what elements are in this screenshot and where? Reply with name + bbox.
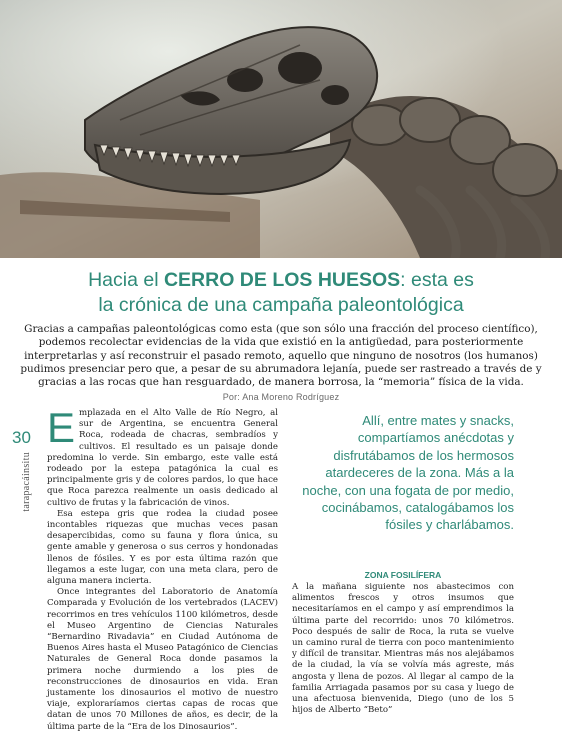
magazine-brand: tarapacáinsitu xyxy=(21,452,32,512)
paragraph-3: Once integrantes del Laboratorio de Anatomía Comparada y Evolución de los vertebrados (LACEV) recorrimos en tres vehículos 1100 kilómetros, desde el Museo Argentino de Ciencias Naturales “Bernardino Rivadavia” en Ciudad Autónoma de Buenos Aires hasta el Museo Patagónico de Ciencias Naturales de General Roca donde pasamos la primera noche durmiendo a los pies de reconstrucciones de dinosaurios en vida. Eran justamente los dinosaurios el motivo de nuestro viaje, exploraríamos ciertas capas de rocas que datan de unos 70 Millones de años, es decir, de la última parte de la “Era de los Dinosaurios”. xyxy=(47,587,278,732)
title-line-1: Hacia el CERRO DE LOS HUESOS: esta es xyxy=(88,269,474,291)
page-number: 30 xyxy=(12,428,31,447)
author-byline: Por: Ana Moreno Rodríguez xyxy=(222,392,340,402)
right-column xyxy=(292,582,514,716)
paragraph-2: Esa estepa gris que rodea la ciudad posee incontables riquezas que muchas veces pasan desapercibidas, como su fauna y flora única, su gente amable y generosa o sus cerros y hondonadas llenos de fósiles. Y es por esta última razón que llegamos a este lugar, con una meta clara, pero de alguna manera incierta. xyxy=(47,508,278,587)
pull-quote: Allí, entre mates y snacks, compartíamos anécdotas y disfrutábamos de los hermosos atardeceres de la zona. Más a la noche, con una fogata de por medio, cocinábamos, catalogábamos los fósiles y charlábamos. xyxy=(302,413,514,533)
left-column xyxy=(47,404,278,733)
section-subtitle: ZONA FOSILÍFERA xyxy=(364,570,442,580)
article-intro: Gracias a campañas paleontológicas como esta (que son sólo una fracción del proceso científico), podemos recolectar evidencias de la vida que existió en la antigüedad, para posteriormente interpretarlas y así reconstruir el pasado remoto, aquello que ninguno de nosotros (los humanos) pudimos presenciar pero que, a pesar de su abrumadora lejanía, puede ser rastreado a través de y gracias a las rocas que han resguardado, de manera borrosa, la “memoria” física de la vida. xyxy=(20,323,542,389)
title-highlight: CERRO DE LOS HUESOS xyxy=(163,269,401,291)
paragraph-1: Emplazada en el Alto Valle de Río Negro, al sur de Argentina, se encuentra General Roca, rodeada de chacras, sembradíos y cultivos. El resultado es un paisaje donde predomina lo verde. Sin embargo, este valle está rodeado por la estepa patagónica la cual es principalmente gris y de colores pardos, lo que hace que Roca parezca realmente un oasis dedicado al cultivo de frutas y la fabricación de vinos. xyxy=(47,404,278,508)
title-line-2: la crónica de una campaña paleontológica xyxy=(98,294,464,316)
hero-photo-dinosaur-skeleton xyxy=(0,0,562,258)
paragraph-4: A la mañana siguiente nos abastecimos con alimentos frescos y otros insumos que necesitaríamos en el campo y así emprendimos la última parte del recorrido: unos 70 kilómetros. Poco después de salir de Roca, la ruta se vuelve un camino rural de tierra con poco mantenimiento y difícil de transitar. Mientras más nos alejábamos de la ciudad, la vía se volvía más agreste, más angosta y llena de pozos. Al llegar al campo de la familia Arriagada pasamos por su casa y luego de una afectuosa bienvenida, Diego (uno de los 5 hijos de Alberto “Beto” xyxy=(292,582,514,716)
article-title xyxy=(30,268,532,318)
dropcap: E xyxy=(47,404,76,451)
dinosaur-skull-illustration xyxy=(0,0,562,258)
